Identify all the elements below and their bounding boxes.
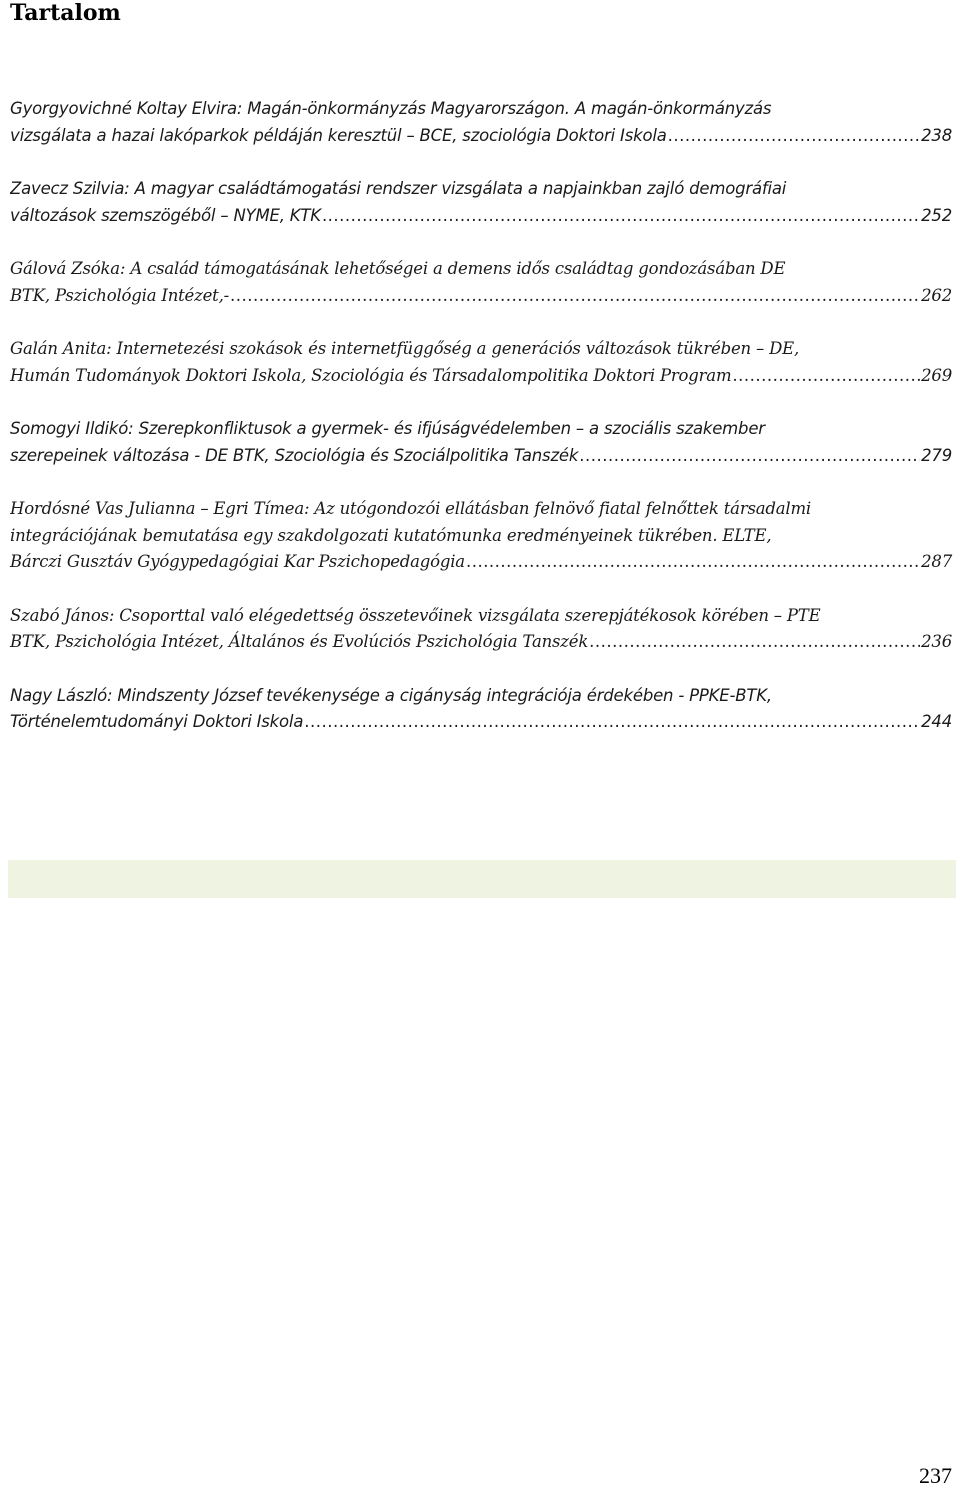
dot-leader	[322, 203, 920, 230]
toc-page-number: 262	[921, 285, 952, 305]
dot-leader	[304, 709, 920, 736]
toc-entry-line: Hordósné Vas Julianna – Egri Tímea: Az utógondozói ellátásban felnövő fiatal felnőttek társadalmi	[10, 499, 812, 518]
toc-page-number: 238	[921, 125, 952, 145]
toc-entry[interactable]	[10, 256, 952, 309]
toc-entry-line: BTK, Pszichológia Intézet, Általános és Evolúciós Pszichológia Tanszék	[10, 632, 589, 651]
toc-page-number: 287	[921, 552, 952, 571]
toc-entry-line: szerepeinek változása - DE BTK, Szociológia és Szociálpolitika Tanszék	[10, 445, 579, 465]
toc-entry-line: Gálová Zsóka: A család támogatásának lehetőségei a demens idős családtag gondozásában DE	[10, 259, 786, 278]
toc-entry[interactable]	[10, 96, 952, 149]
toc-page-number: 269	[921, 365, 952, 385]
dot-leader	[230, 283, 920, 310]
toc-entry-line: Somogyi Ildikó: Szerepkonfliktusok a gyermek- és ifjúságvédelemben – a szociális szakember	[10, 419, 765, 438]
toc-page-number: 252	[921, 205, 952, 225]
dot-leader	[589, 629, 920, 656]
dot-leader	[732, 363, 920, 390]
toc-entry[interactable]	[10, 336, 952, 389]
dot-leader	[579, 443, 920, 470]
dot-leader	[668, 123, 920, 150]
toc-entry-line: vizsgálata a hazai lakóparkok példáján keresztül – BCE, szociológia Doktori Iskola	[10, 125, 667, 145]
table-of-contents	[10, 96, 952, 763]
toc-entry-line: Szabó János: Csoporttal való elégedettség összetevőinek vizsgálata szerepjátékosok körében – PTE	[10, 605, 821, 625]
toc-entry[interactable]	[10, 416, 952, 469]
toc-entry-line: BTK, Pszichológia Intézet,-	[10, 285, 230, 305]
toc-entry-line: Nagy László: Mindszenty József tevékenysége a cigányság integrációja érdekében - PPKE-BTK,	[10, 685, 772, 705]
toc-entry[interactable]	[10, 603, 952, 656]
page-number: 237	[919, 1463, 952, 1488]
toc-entry-line: Történelemtudományi Doktori Iskola	[10, 712, 304, 731]
toc-entry[interactable]	[10, 176, 952, 229]
toc-entry-line: Gyorgyovichné Koltay Elvira: Magán-önkormányzás Magyarországon. A magán-önkormányzás	[10, 99, 772, 118]
toc-entry-line: változások szemszögéből – NYME, KTK	[10, 205, 321, 225]
toc-page-number: 279	[921, 445, 952, 465]
toc-entry-line: Galán Anita: Internetezési szokások és internetfüggőség a generációs változások tükrében – DE,	[10, 339, 800, 358]
dot-leader	[466, 549, 920, 576]
toc-page-number: 244	[921, 712, 952, 731]
toc-entry-line: Humán Tudományok Doktori Iskola, Szociológia és Társadalompolitika Doktori Program	[10, 365, 732, 385]
toc-entry-line: Bárczi Gusztáv Gyógypedagógiai Kar Pszichopedagógia	[10, 552, 465, 571]
page-title: Tartalom	[10, 0, 121, 26]
footer-band	[8, 860, 956, 898]
toc-page-number: 236	[921, 632, 952, 651]
toc-entry[interactable]	[10, 683, 952, 736]
toc-entry[interactable]	[10, 496, 952, 576]
toc-entry-line: Zavecz Szilvia: A magyar családtámogatási rendszer vizsgálata a napjainkban zajló demográfiai	[10, 179, 787, 198]
toc-entry-line: integrációjának bemutatása egy szakdolgozati kutatómunka eredményeinek tükrében. ELTE,	[10, 525, 772, 545]
